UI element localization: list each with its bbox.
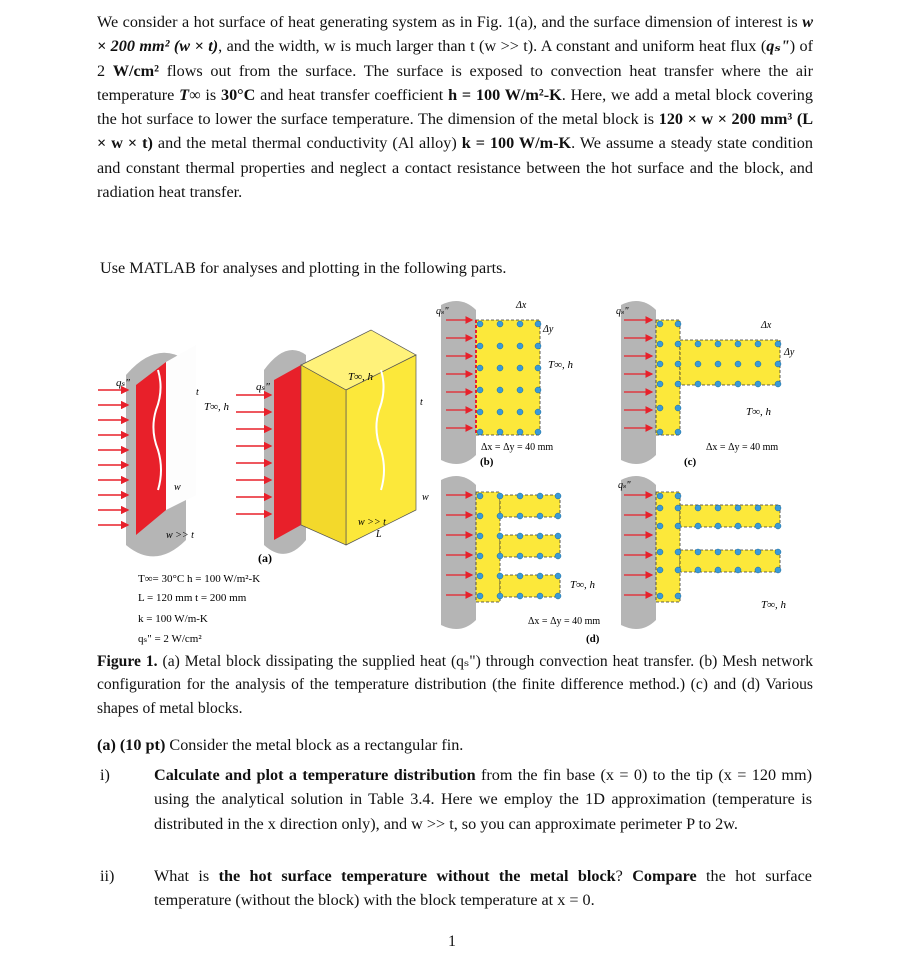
caption-head: Figure 1. bbox=[97, 653, 158, 670]
caption-body: (a) Metal block dissipating the supplied heat (qₛ") through convection heat transfer. (b) Mesh network configuration for the analysis of the temperature distribution (the finite difference method.) (c) and (d) Various shapes of metal blocks. bbox=[97, 653, 813, 717]
qs-label-c: qₛ" bbox=[616, 306, 629, 317]
dy-label-c: Δy bbox=[784, 347, 795, 358]
matlab-instruction: Use MATLAB for analyses and plotting in the following parts. bbox=[100, 259, 507, 277]
panel-c-mesh bbox=[616, 301, 795, 468]
param-2: L = 120 mm t = 200 mm bbox=[138, 592, 247, 604]
intro-paragraph: We consider a hot surface of heat generating system as in Fig. 1(a), and the surface dimension of interest is w × 200 mm² (w × t), and the width, w is much larger than t (w >> t). A constant and uniform heat flux (qₛ") of 2 W/cm² flows out from the surface. The surface is exposed to convection heat transfer where the air temperature T∞ is 30°C and heat transfer coefficient h = 100 W/m²-K. Here, we add a metal block covering the hot surface to lower the surface temperature. The dimension of the metal block is 120 × w × 200 mm³ (L × w × t) and the metal thermal conductivity (Al alloy) k = 100 W/m-K. We assume a steady state condition and constant thermal properties and neglect a contact resistance between the hot surface and the block, and radiation heat transfer. bbox=[97, 13, 814, 202]
tinf-h-a2: T∞, h bbox=[348, 371, 373, 383]
tinf-h-d1: T∞, h bbox=[570, 579, 595, 591]
w-label-a2: w bbox=[422, 492, 429, 503]
dx-label-b: Δx bbox=[516, 300, 527, 311]
param-3: k = 100 W/m-K bbox=[138, 613, 208, 625]
part-a-heading: (a) (10 pt) Consider the metal block as a rectangular fin. bbox=[97, 736, 464, 754]
mesh-c: Δx = Δy = 40 mm bbox=[706, 442, 779, 453]
page-number: 1 bbox=[448, 933, 456, 950]
param-1: T∞= 30°C h = 100 W/m²-K bbox=[138, 573, 261, 585]
figure-1-svg bbox=[96, 300, 816, 650]
param-4: qₛ" = 2 W/cm² bbox=[138, 633, 202, 645]
panel-a-wall bbox=[98, 345, 229, 556]
question-i-text: Calculate and plot a temperature distribution from the fin base (x = 0) to the tip (x = 120 mm) using the analytical solution in Table 3.4. Here we employ the 1D approximation (temperature is distributed in the x direction only), and w >> t, so you can approximate perimeter P to 2w. bbox=[154, 766, 813, 833]
tinf-h-d2: T∞, h bbox=[761, 599, 786, 611]
question-i-number: i) bbox=[100, 766, 110, 784]
label-d: (d) bbox=[586, 633, 600, 645]
L-label-a2: L bbox=[376, 529, 382, 540]
tinf-h-a1: T∞, h bbox=[204, 401, 229, 413]
dx-label-c: Δx bbox=[761, 320, 772, 331]
label-c: (c) bbox=[684, 456, 697, 468]
label-a: (a) bbox=[258, 551, 272, 565]
figure-1 bbox=[96, 300, 816, 650]
t-label-a1: t bbox=[196, 387, 199, 398]
question-ii-text: What is the hot surface temperature without the metal block? Compare the hot surface temperature (without the block) with the block temperature at x = 0. bbox=[154, 867, 812, 910]
tinf-h-b: T∞, h bbox=[548, 359, 573, 371]
w-label-a1: w bbox=[174, 482, 181, 493]
panel-d-mesh bbox=[441, 476, 786, 645]
qs-label-b: qₛ" bbox=[436, 306, 449, 317]
qs-label-a2: qₛ" bbox=[256, 381, 270, 393]
tinf-h-c: T∞, h bbox=[746, 406, 771, 418]
qs-label-d: qₛ" bbox=[618, 480, 631, 491]
mesh-b: Δx = Δy = 40 mm bbox=[481, 442, 554, 453]
panel-a-block bbox=[236, 330, 429, 554]
wggt-a2: w >> t bbox=[358, 517, 386, 528]
qs-label-a1: qₛ" bbox=[116, 377, 130, 389]
panel-b-mesh bbox=[436, 300, 573, 468]
mesh-d: Δx = Δy = 40 mm bbox=[528, 616, 601, 627]
label-b: (b) bbox=[480, 456, 494, 468]
dy-label-b: Δy bbox=[543, 324, 554, 335]
t-label-a2: t bbox=[420, 397, 423, 408]
wggt-a1: w >> t bbox=[166, 530, 194, 541]
question-ii-number: ii) bbox=[100, 867, 115, 885]
figure-caption bbox=[97, 650, 813, 720]
